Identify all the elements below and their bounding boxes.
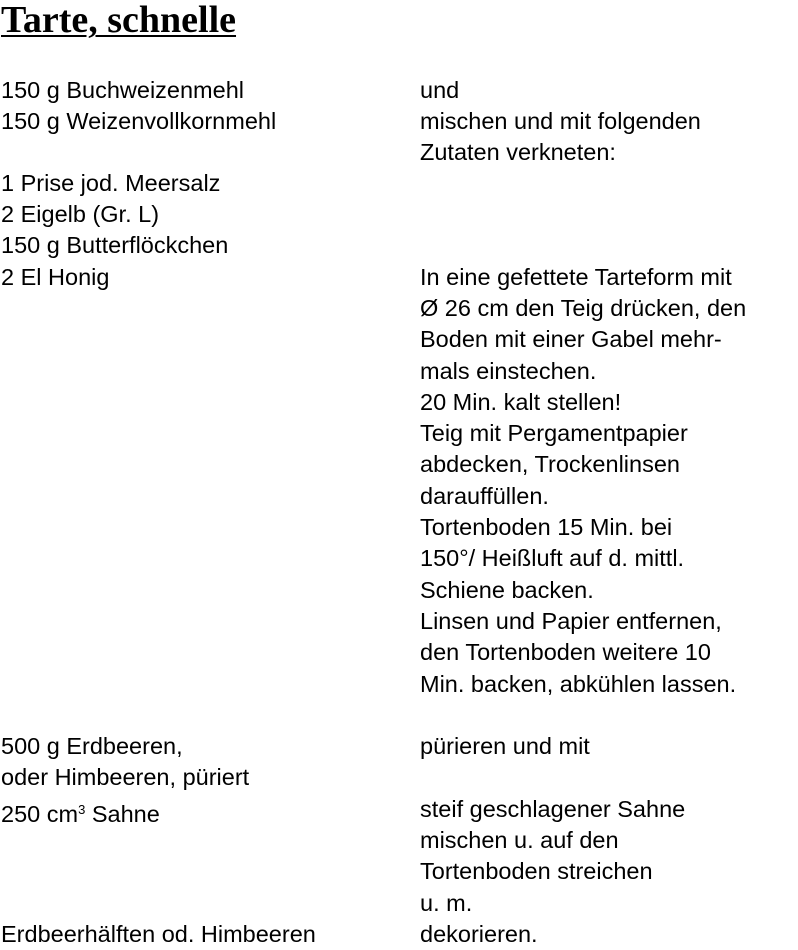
instruction-line: u. m. xyxy=(420,890,473,916)
instruction-line: Teig mit Pergamentpapier xyxy=(420,420,688,446)
instruction-line: und xyxy=(420,77,460,103)
ingredient-line: 2 Eigelb (Gr. L) xyxy=(1,201,160,227)
instruction-line: darauffüllen. xyxy=(420,483,549,509)
ingredient-line: 2 El Honig xyxy=(1,264,110,290)
ingredient-cream xyxy=(1,794,160,830)
instruction-line: 150°/ Heißluft auf d. mittl. xyxy=(420,545,685,571)
cream-name: Sahne xyxy=(85,801,160,827)
instruction-line: Tortenboden streichen xyxy=(420,858,653,884)
cream-amount: 250 cm xyxy=(1,801,79,827)
instruction-line: den Tortenboden weitere 10 xyxy=(420,639,711,665)
instruction-line: mals einstechen. xyxy=(420,358,597,384)
instruction-line: pürieren und mit xyxy=(420,733,590,759)
ingredient-line: Erdbeerhälften od. Himbeeren xyxy=(1,921,316,947)
instruction-line: Linsen und Papier entfernen, xyxy=(420,608,722,634)
instruction-line: abdecken, Trockenlinsen xyxy=(420,451,680,477)
ingredient-line: oder Himbeeren, püriert xyxy=(1,764,250,790)
ingredient-line: 150 g Weizenvollkornmehl xyxy=(1,108,277,134)
instruction-line: mischen und mit folgenden xyxy=(420,108,701,134)
instruction-line: Schiene backen. xyxy=(420,577,594,603)
instruction-line: 20 Min. kalt stellen! xyxy=(420,389,622,415)
ingredient-line: 150 g Butterflöckchen xyxy=(1,232,229,258)
instruction-line: dekorieren. xyxy=(420,921,538,947)
ingredient-line: 1 Prise jod. Meersalz xyxy=(1,170,221,196)
instruction-line: mischen u. auf den xyxy=(420,827,619,853)
instruction-line: Ø 26 cm den Teig drücken, den xyxy=(420,295,747,321)
instruction-line: Tortenboden 15 Min. bei xyxy=(420,514,673,540)
ingredient-line: 150 g Buchweizenmehl xyxy=(1,77,244,103)
instruction-line: Zutaten verkneten: xyxy=(420,139,616,165)
instruction-line: Min. backen, abkühlen lassen. xyxy=(420,671,737,697)
instruction-line: steif geschlagener Sahne xyxy=(420,796,686,822)
recipe-title: Tarte, schnelle xyxy=(1,0,237,41)
cream-unit-superscript: 3 xyxy=(78,802,86,817)
ingredient-line: 500 g Erdbeeren, xyxy=(1,733,183,759)
instruction-line: In eine gefettete Tarteform mit xyxy=(420,264,732,290)
instruction-line: Boden mit einer Gabel mehr- xyxy=(420,326,722,352)
